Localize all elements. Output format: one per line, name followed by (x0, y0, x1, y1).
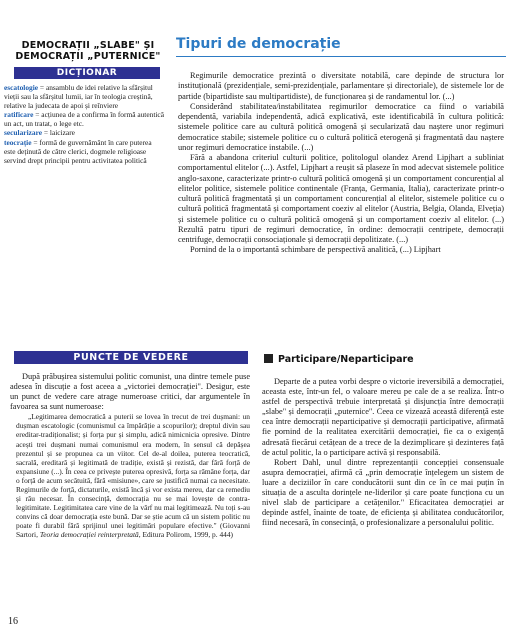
citation-author: (Giovanni Sartori, (16, 520, 250, 539)
sidebar-title-line1: DEMOCRAȚII „SLABE" ȘI (21, 40, 155, 51)
quote-block (10, 412, 250, 539)
dictionary-entry (4, 128, 164, 137)
dictionary-entry (4, 83, 164, 110)
dictionary-definition: = acțiunea de a confirma în formă autentică un act, un tratat, o lege etc. (4, 110, 164, 129)
points-of-view-label: PUNCTE DE VEDERE (14, 351, 248, 364)
sidebar-title-line2: DEMOCRAȚII „PUTERNICE" (15, 51, 161, 62)
main-paragraph: Fără a abandona criteriul culturii politice, politologul olandez Arend Lipjhart a subliniat comportamentul elitelor (...). Astfel, Lipjhart a reușit să plaseze în mod adecvat sistemele politice anglo-saxone, caracterizate printr-o cultură politică omogenă și un comportament concurențial al elitelor politice, sistemele politice continentale (Franța, Germania, Italia), caracterizate printr-o cultură politică fragmentată și un comportament concurențial al elitelor, sistemele politice cu o cultură politică fragmentată și comportament coeziv al elitelor (Austria, Belgia, Olanda, Elveția) și sistemele politice cu o cultură politică omogenă și un comportament coeziv al elitelor. (...) Rezultă patru tipuri de regimuri democratice, în ordine: democrații centripete, democrații centrifuge, democrații consociaționale și democrații depolitizate. (...) (178, 153, 504, 244)
participation-heading-text: Participare/Neparticipare (278, 354, 414, 365)
main-body (178, 71, 504, 256)
participation-body (262, 377, 504, 528)
main-paragraph: Considerând stabilitatea/instabilitatea regimurilor democratice ca fiind o variabilă dependentă, variabila independentă, adică explicativă, este identificabilă în cultura politică: sistemele politice care au cultură politică omogenă și secularizată dau naștere unor regimuri democratice stabile; sistemele politice cu o cultură politică eterogenă și fragmentată dau naștere unor regimuri democratice instabile. (...) (178, 101, 504, 152)
dictionary-definition: = laicizare (42, 128, 75, 138)
participation-paragraph: Robert Dahl, unul dintre reprezentanții concepției consensuale asupra democrației, afirmă că „prin democrație înțelegem un sistem de luare a deciziilor în care conducătorii sunt din ce în ce mai puțin în situația de a asculta dorințele ne-liderilor și care poate funcționa cu un nivel slab de participare a cetățenilor." Eficacitatea democrației ar depinde astfel, înainte de toate, de eficiența și abilitatea conducătorilor, fiind necesară, în consecință, o profesionalizare a personalului politic. (262, 457, 504, 528)
points-of-view-body (10, 372, 250, 539)
dictionary-term: escatologie (4, 83, 39, 92)
square-bullet-icon (264, 354, 273, 363)
dictionary-term: secularizare (4, 128, 43, 138)
dictionary-entry (4, 138, 164, 165)
citation-rest: , Editura Polirom, 1999, p. 444) (138, 529, 233, 539)
title-divider (176, 56, 506, 57)
points-of-view-intro: După prăbușirea sistemului politic comunist, una dintre temele puse adesea în discuție a fost aceea a „victoriei democrației". Desigur, este un punct de vedere care atrage numeroase critici, dar argumentele în favoarea sa sunt numeroase: (10, 372, 250, 412)
participation-paragraph: Departe de a putea vorbi despre o victorie ireversibilă a democrației, aceasta este, într-un fel, o valoare mereu pe cale de a se realiza. Într-o astfel de perspectivă trebuie interpretată și disjuncția între democrații „slabe" și democrații „puternice". Ceea ce vizează această diferență este cea între democrații neparticipative și democrații participative, afirmată fie pornind de la realitatea exercitării democrației, fie ca o exigență adresată fiecărui cetățean de a trece de la dezimplicare și dezinteres față de actul politic, la o participare activă și responsabilă. (262, 377, 504, 457)
dictionary-term: teocrație (4, 137, 32, 147)
dictionary-label: DICȚIONAR (14, 67, 160, 79)
quote-text: „Legitimarea democratică a puterii se lovea în trecut de trei dușmani: un dușman escatologic (comunismul ca împărăție a scopurilor); dreptul divin sau ereditar-tradiționalist; și forța pur și simplu, adică nimicnicia opresive. Dintre acești trei dușmani numai comunismul era modern, în sensul că depășea prezentul și se propunea ca un viitor. Cel de-al doilea, puterea teocratică, sacrală, ereditară și legitimată de tradiție, există și rezistă, dar fără forță de expansiune (...). În ceea ce privește puterea opresivă, forța sa rămâne forța, dar o forță de acum secătuită, fără «misiune», care se justifică numai ca necesitate. Regimurile de forță, dictaturile, există încă și vor exista mereu, dar ca remediu și rău necesar. În consecință, democrația nu se mai lovește de contra-legitimitate. Legitimitatea care vine de la vârf nu mai legitimează. Nu toți s-au convins că doar democrația este bună. Dar se știe acum că un sistem politic nu poate fi durabil fără sprijinul unei legitimări populare efective." (16, 412, 250, 530)
main-paragraph: Regimurile democratice prezintă o diversitate notabilă, care depinde de structura lor instituțională (prezidențiale, semi-prezidențiale, parlamentare și directoriale), de sistemele lor de partide (bipartidiste sau multipartidiste), de funcționarea și de randamentul lor. (...) (178, 71, 504, 101)
page-number: 16 (8, 616, 18, 627)
dictionary-list (4, 83, 164, 165)
participation-heading (264, 354, 504, 365)
dictionary-entry (4, 110, 164, 128)
citation-title: Teoria democrației reinterpretată (39, 529, 139, 539)
section-title: Tipuri de democrație (176, 36, 341, 52)
dictionary-term: ratificare (4, 110, 34, 120)
dictionary-definition: = formă de guvernământ în care puterea este deținută de către clerici, dogmele religioase servind drept principii pentru activitatea politică (4, 137, 152, 165)
main-paragraph: Pornind de la o importantă schimbare de perspectivă analitică, (...) Lipjhart (190, 245, 441, 255)
sidebar-title (8, 40, 168, 62)
dictionary-definition: = ansamblu de idei relative la sfârșitul vieții sau la sfârșitul lumii, iar în teologia creștină, relative la judecata de apoi și reînviere (4, 83, 153, 111)
